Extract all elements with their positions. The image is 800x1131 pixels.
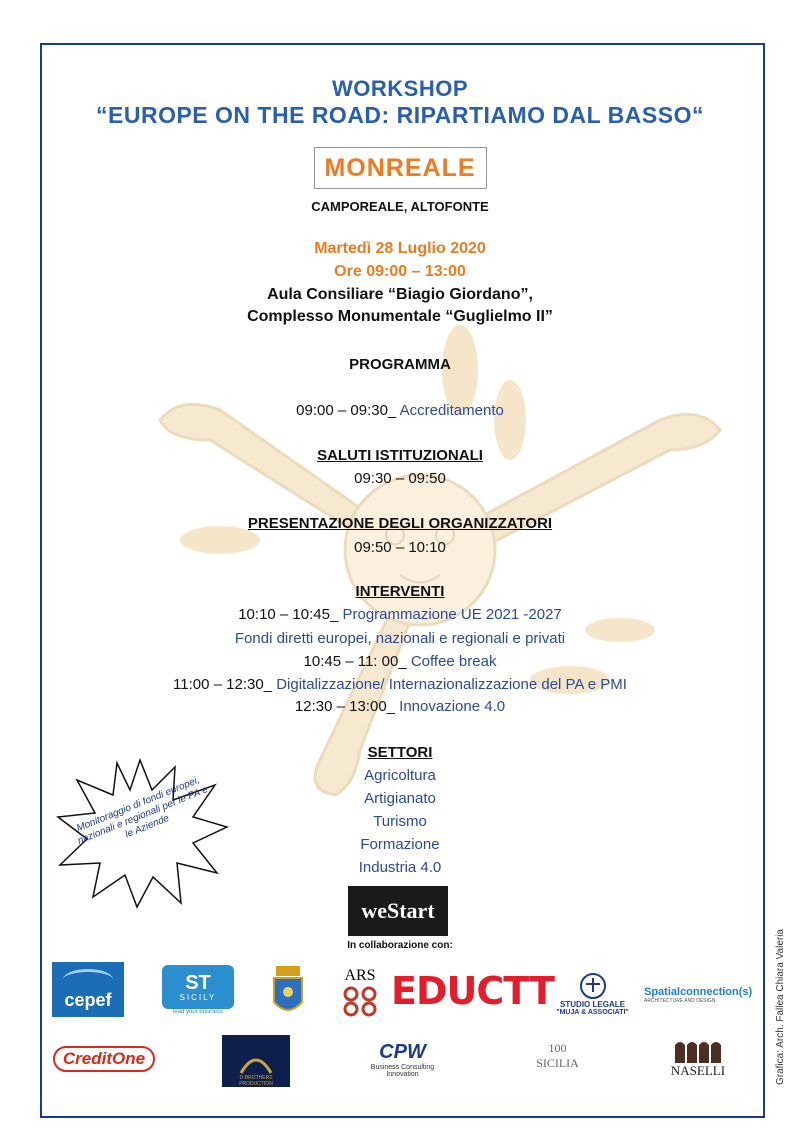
- settore-item: Agricoltura: [364, 767, 436, 784]
- interventi-heading: INTERVENTI: [355, 583, 445, 600]
- ars-logo: [340, 962, 380, 1022]
- cpw-text: CPW: [379, 1040, 426, 1063]
- intervento-row-2: [0, 653, 800, 670]
- int1-time: 10:10 – 10:45_: [238, 606, 339, 623]
- ars-spiral-icon: [342, 985, 378, 1017]
- int3-time: 11:00 – 12:30_: [173, 676, 273, 693]
- cpw-sub1: Business Consulting: [370, 1063, 435, 1071]
- city-name: MONREALE: [324, 154, 476, 182]
- intervento-row-1: [0, 606, 800, 623]
- spatial-connections-logo: [644, 980, 756, 1010]
- starburst-text: Monitoraggio di fondi europei, nazionali e regionali per le PA e le Aziende: [75, 774, 210, 847]
- d-brothers-logo: [222, 1035, 290, 1087]
- naselli-text: NASELLI: [670, 1062, 726, 1078]
- westart-logo: weStart: [348, 886, 448, 936]
- accreditamento-row: [0, 402, 800, 419]
- intervento-row-3: [0, 676, 800, 693]
- sicilia-text: SICILIA: [536, 1055, 579, 1070]
- eductt-logo: [391, 963, 554, 1018]
- accr-time: 09:00 – 09:30_: [296, 402, 397, 419]
- studio-text-1: STUDIO LEGALE: [560, 1000, 625, 1009]
- cepef-swoosh-icon: [63, 969, 113, 990]
- st-tagline: lead your business: [172, 1009, 224, 1015]
- int4-label: Innovazione 4.0: [399, 698, 506, 715]
- int4-time: 12:30 – 13:00_: [294, 698, 395, 715]
- st-sicily-logo: [162, 960, 234, 1020]
- studio-text-2: "MUJA & ASSOCIATI": [556, 1009, 629, 1016]
- naselli-arches-icon: [673, 1037, 723, 1063]
- cepef-logo: [52, 962, 124, 1017]
- st-text: ST: [185, 971, 211, 994]
- scales-icon: [578, 972, 608, 1000]
- cepef-text: cepef: [64, 989, 112, 1010]
- presentazione-heading: PRESENTAZIONE DEGLI ORGANIZZATORI: [247, 515, 553, 532]
- int2-label: Coffee break: [410, 653, 497, 670]
- d-brothers-text: D-BROTHERS PRODUCTION: [239, 1075, 273, 1087]
- settore-item: Artigianato: [364, 790, 436, 807]
- other-towns: CAMPOREALE, ALTOFONTE: [311, 199, 489, 214]
- accr-label: Accreditamento: [399, 402, 504, 419]
- d-brothers-emblem-icon: [236, 1045, 276, 1075]
- saluti-heading: SALUTI ISTITUZIONALI: [317, 447, 483, 464]
- cpw-logo: [355, 1033, 450, 1085]
- crest-icon: [270, 964, 306, 1020]
- st-badge: [162, 965, 234, 1009]
- naselli-logo: [668, 1030, 728, 1085]
- event-hours: Ore 09:00 – 13:00: [334, 263, 466, 280]
- int1-label: Programmazione UE 2021 -2027: [342, 606, 562, 623]
- studio-legale-logo: [545, 965, 640, 1023]
- venue-line1: Aula Consiliare “Biagio Giordano”,: [267, 286, 533, 303]
- spatial-sub: ARCHITECTURE AND DESIGN: [644, 998, 716, 1004]
- creditone-text: CreditOne: [53, 1046, 155, 1072]
- saluti-time: 09:30 – 09:50: [354, 470, 446, 487]
- int2-time: 10:45 – 11: 00_: [303, 653, 407, 670]
- venue-line2: Complesso Monumentale “Guglielmo II”: [247, 308, 553, 325]
- st-sub: SICILY: [179, 992, 217, 1002]
- creditone-logo: [50, 1042, 158, 1076]
- eductt-text: EDUCTT: [391, 968, 554, 1013]
- settori-heading: SETTORI: [367, 744, 433, 761]
- workshop-title: “EUROPE ON THE ROAD: RIPARTIAMO DAL BASSO“: [96, 102, 704, 128]
- programma-heading: PROGRAMMA: [349, 356, 451, 373]
- settore-item: Formazione: [360, 836, 440, 853]
- event-date: Martedì 28 Luglio 2020: [314, 240, 486, 257]
- sicilia-number: 100: [548, 1040, 567, 1055]
- workshop-label: WORKSHOP: [332, 76, 468, 101]
- 100-sicilia-logo: [525, 1033, 590, 1078]
- presentazione-time: 09:50 – 10:10: [354, 539, 446, 556]
- settore-item: Turismo: [373, 813, 427, 830]
- int1-sub: Fondi diretti europei, nazionali e regionali e privati: [234, 630, 566, 647]
- settore-item: Industria 4.0: [358, 859, 442, 876]
- intervento-row-4: [0, 698, 800, 715]
- graphic-credit: Grafica: Arch. Fallea Chiara Valeria: [775, 929, 786, 1085]
- ars-text: ARS: [344, 967, 376, 984]
- spatial-text: Spatialconnection(s): [644, 986, 753, 998]
- collaboration-label: In collaborazione con:: [347, 940, 453, 951]
- monreale-crest-logo: [268, 962, 308, 1022]
- cpw-sub2: Innovation: [386, 1070, 419, 1078]
- int3-label: Digitalizzazione/ Internazionalizzazione del PA e PMI: [276, 676, 627, 693]
